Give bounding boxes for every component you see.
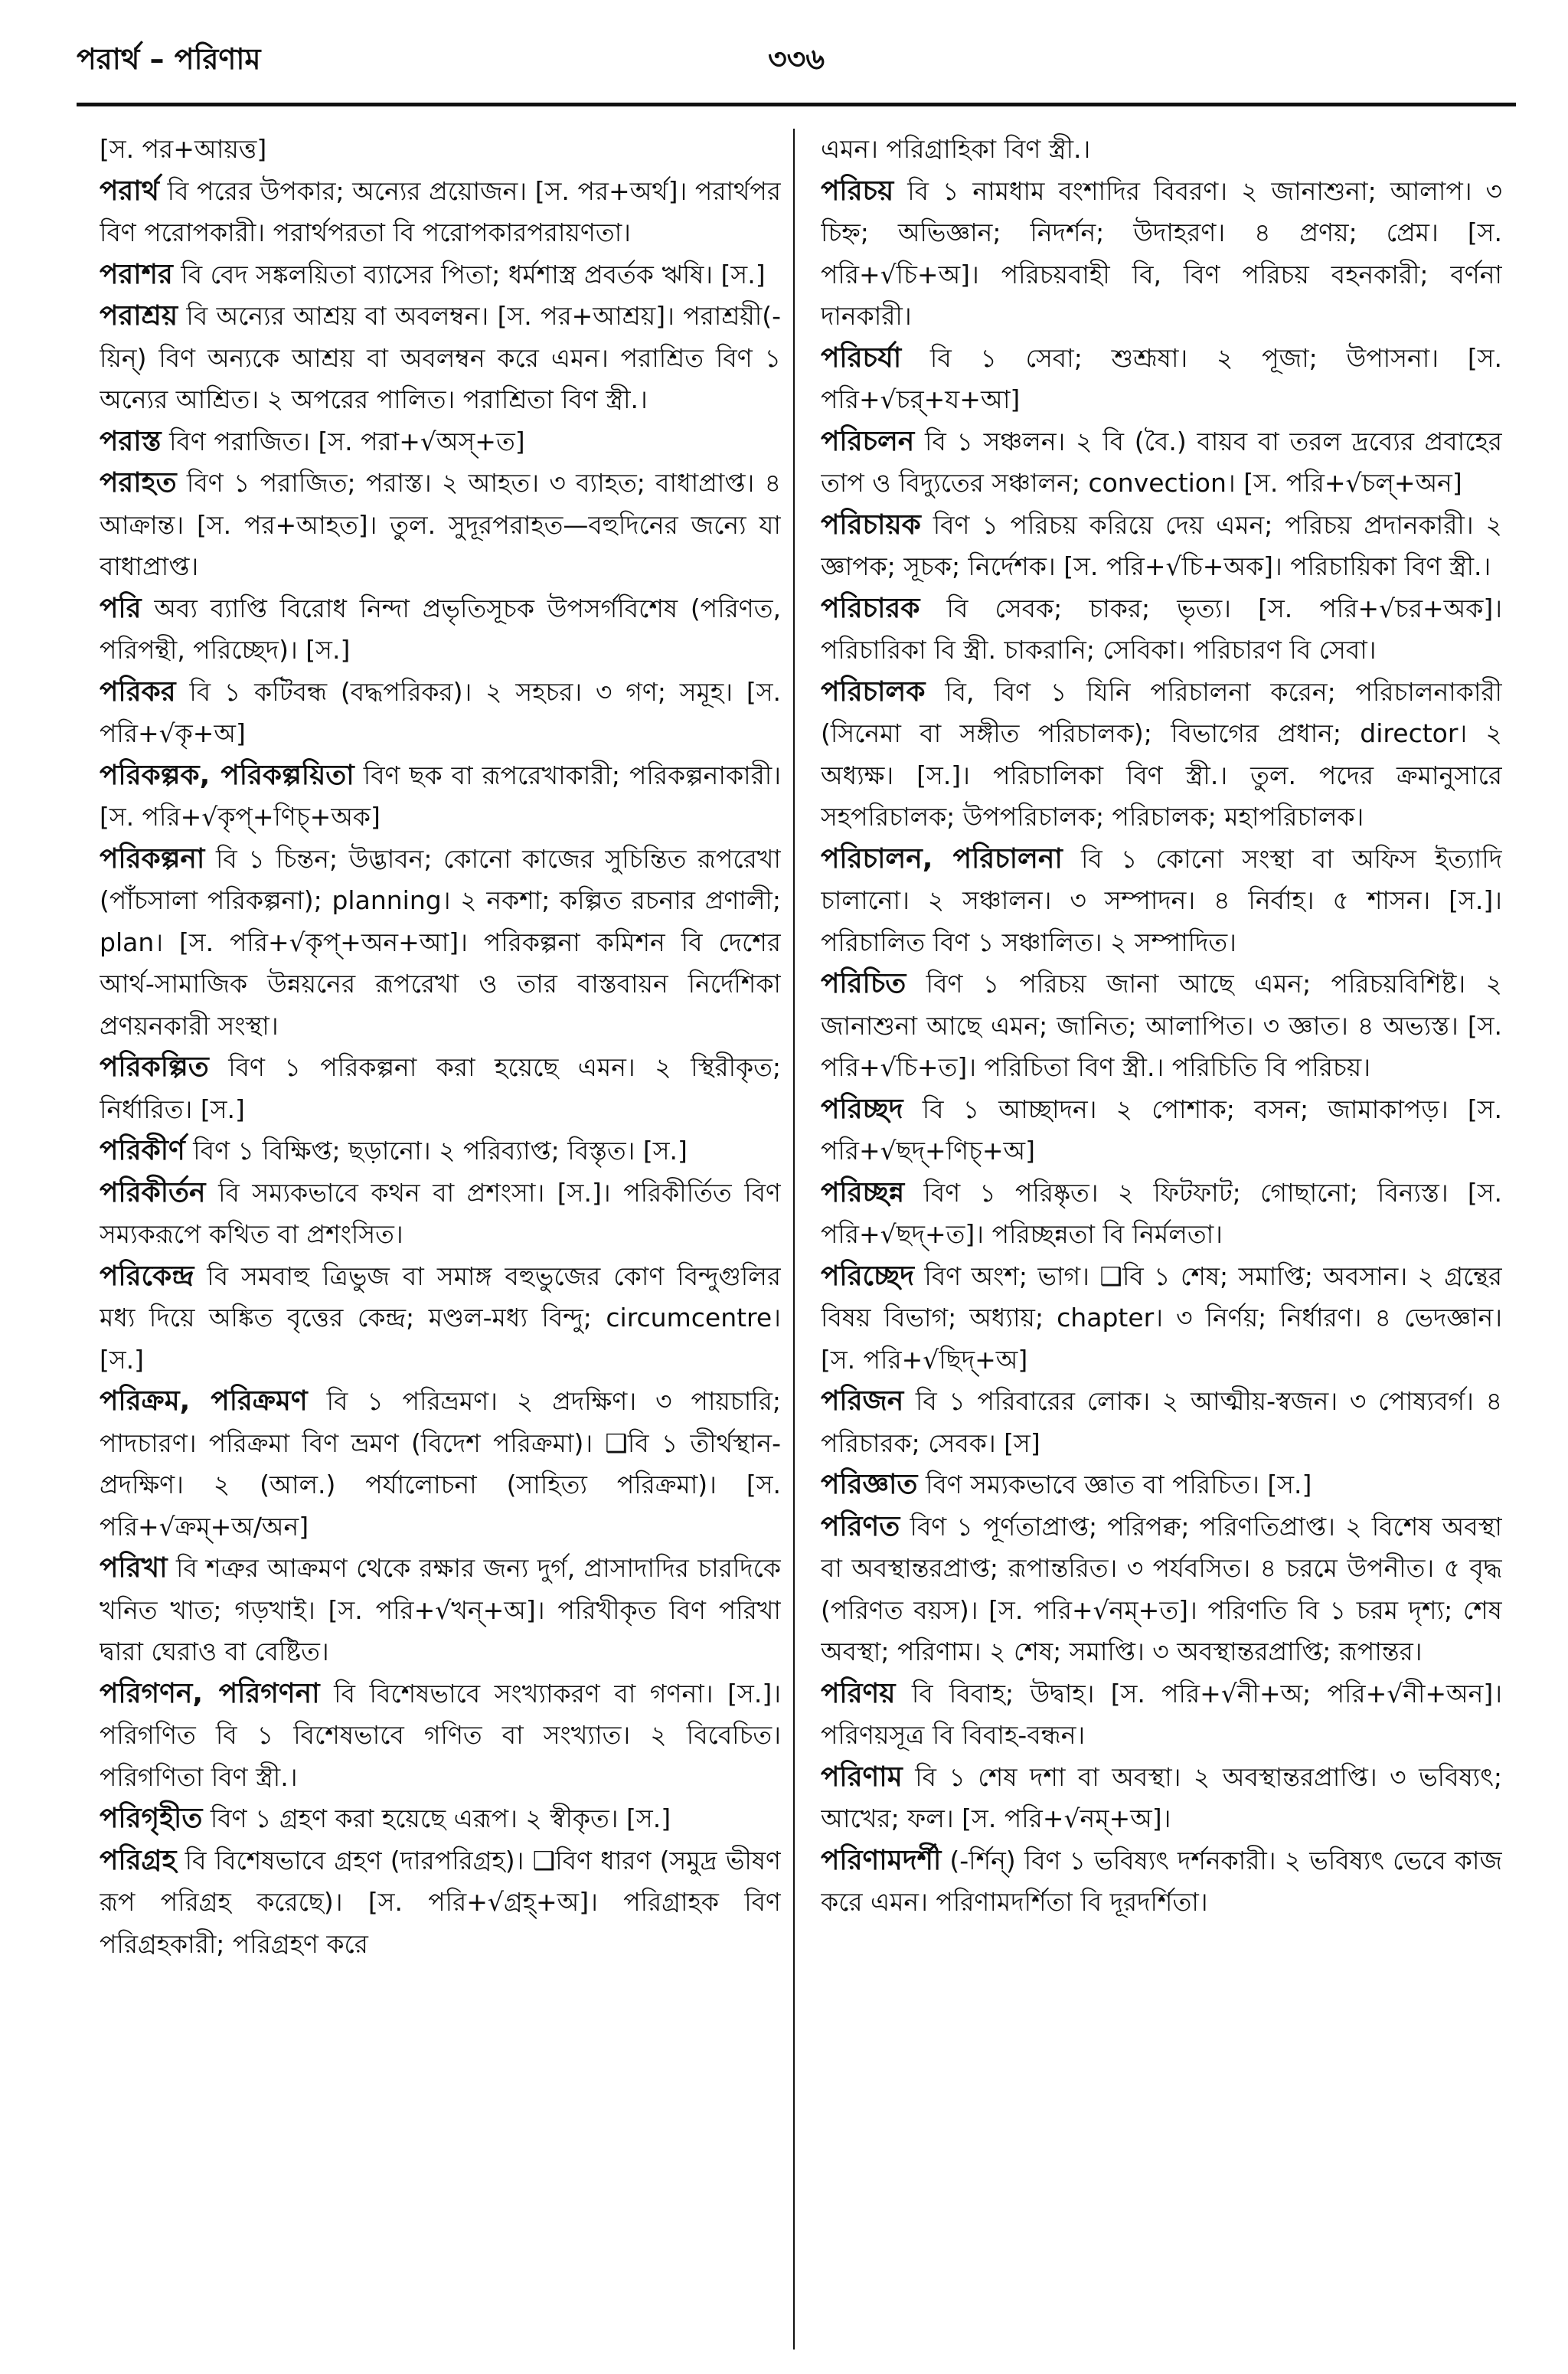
entry-definition: বি ১ পরিভ্রমণ। ২ প্রদক্ষিণ। ৩ পায়চারি; পাদচারণ। পরিক্রমা বিণ ভ্রমণ (বিদেশ পরিক্রমা)। ❑বি ১ তীর্থস্থান-প্রদক্ষিণ। ২ (আল.) পর্যালোচনা (সাহিত্য পরিক্রমা)। [স. পরি+√ক্রম্+অ/অন]: [100, 1386, 781, 1542]
headword: পরাশ্রয়: [100, 300, 178, 332]
dictionary-entry: [821, 338, 1502, 421]
entry-definition: বি সম্যকভাবে কথন বা প্রশংসা। [স.]। পরিকীর্তিত বিণ সম্যকরূপে কথিত বা প্রশংসিত।: [100, 1177, 781, 1249]
entry-definition: বিণ সম্যকভাবে জ্ঞাত বা পরিচিত। [স.]: [925, 1470, 1312, 1499]
headword: পরিক্রম, পরিক্রমণ: [100, 1385, 308, 1417]
dictionary-entry: [100, 1840, 781, 1966]
headword: পরিকীর্ণ: [100, 1135, 185, 1166]
entry-definition: বিণ ১ পরিচয় জানা আছে এমন; পরিচয়বিশিষ্ট। ২ জানাশুনা আছে এমন; জানিত; আলাপিত। ৩ জ্ঞাত। ৪ অভ্যস্ত। [স. পরি+√চি+ত]। পরিচিতা বিণ স্ত্রী.। পরিচিতি বি পরিচয়।: [821, 969, 1502, 1082]
entry-definition: বি বেদ সঙ্কলয়িতা ব্যাসের পিতা; ধর্মশাস্ত্র প্রবর্তক ঋষি। [স.]: [181, 259, 766, 289]
entry-definition: বি ১ শেষ দশা বা অবস্থা। ২ অবস্থান্তরপ্রাপ্তি। ৩ ভবিষ্যৎ; আখের; ফল। [স. পরি+√নম্+অ]।: [821, 1761, 1502, 1833]
dictionary-entry: [821, 1381, 1502, 1464]
headword: পরিচিত: [821, 968, 906, 999]
headword: পরিণাম: [821, 1761, 903, 1793]
entry-definition: বিণ ১ পরিষ্কৃত। ২ ফিটফাট; গোছানো; বিন্যস্ত। [স. পরি+√ছদ্+ত]। পরিচ্ছন্নতা বি নির্মলতা।: [821, 1177, 1502, 1249]
entry-definition: বি বিশেষভাবে সংখ্যাকরণ বা গণনা। [স.]। পরিগণিত বি ১ বিশেষভাবে গণিত বা সংখ্যাত। ২ বিবেচিত। পরিগণিতা বিণ স্ত্রী.।: [100, 1678, 781, 1792]
dictionary-entry: [821, 171, 1502, 338]
dictionary-entry: [821, 505, 1502, 588]
dictionary-entry: [100, 1548, 781, 1673]
left-column: [100, 129, 781, 2349]
dictionary-entry: [821, 839, 1502, 964]
dictionary-entry: [100, 129, 781, 171]
dictionary-entry: [821, 672, 1502, 839]
dictionary-entry: [100, 672, 781, 755]
dictionary-entry: [100, 421, 781, 463]
headword: পরিকীর্তন: [100, 1176, 206, 1208]
dictionary-entry: [821, 1673, 1502, 1757]
dictionary-entry: [821, 1757, 1502, 1840]
dictionary-entry: [100, 1172, 781, 1256]
dictionary-entry: [100, 1381, 781, 1548]
headword: পরাস্ত: [100, 425, 162, 457]
dictionary-entry: [821, 129, 1502, 171]
headword: পরিণত: [821, 1510, 900, 1542]
dictionary-entry: [821, 1256, 1502, 1382]
entry-definition: বিণ ছক বা রূপরেখাকারী; পরিকল্পনাকারী। [স. পরি+√কৃপ্+ণিচ্+অক]: [100, 760, 781, 832]
dictionary-entry: [821, 1840, 1502, 1924]
entry-definition: বিণ ১ পরিচয় করিয়ে দেয় এমন; পরিচয় প্রদানকারী। ২ জ্ঞাপক; সূচক; নির্দেশক। [স. পরি+√চি+অক]। পরিচায়িকা বিণ স্ত্রী.।: [821, 509, 1502, 581]
page-header: [77, 29, 1516, 98]
headword: পরিগণন, পরিগণনা: [100, 1677, 320, 1709]
dictionary-entry: [100, 839, 781, 1048]
page-number: ৩৩৬: [767, 42, 825, 76]
headword: পরিচ্ছদ: [821, 1093, 903, 1125]
dictionary-entry: [100, 1047, 781, 1130]
dictionary-entry: [100, 1256, 781, 1382]
dictionary-entry: [100, 254, 781, 296]
entry-definition: বি বিবাহ; উদ্বাহ। [স. পরি+√নী+অ; পরি+√নী+অন]। পরিণয়সূত্র বি বিবাহ-বন্ধন।: [821, 1678, 1502, 1750]
headword: পরাশর: [100, 258, 173, 290]
headword: পরিকেন্দ্র: [100, 1260, 194, 1292]
headword: পরি: [100, 592, 142, 624]
headword: পরাহত: [100, 467, 177, 499]
entry-definition: [স. পর+আয়ত্ত]: [100, 134, 267, 164]
dictionary-entry: [821, 1464, 1502, 1506]
headword: পরিণয়: [821, 1677, 896, 1709]
dictionary-entry: [100, 171, 781, 254]
headword: পরিচ্ছেদ: [821, 1260, 914, 1292]
headword: পরিকল্পিত: [100, 1051, 209, 1083]
headword: পরিচালক: [821, 675, 926, 708]
headword: পরিকর: [100, 675, 176, 708]
entry-definition: বি পরের উপকার; অন্যের প্রয়োজন। [স. পর+অর্থ]। পরার্থপর বিণ পরোপকারী। পরার্থপরতা বি পরোপকারপরায়ণতা।: [100, 175, 781, 247]
headword: পরিখা: [100, 1552, 168, 1584]
dictionary-entry: [821, 963, 1502, 1089]
entry-definition: বি ১ কটিবন্ধ (বদ্ধপরিকর)। ২ সহচর। ৩ গণ; সমূহ। [স. পরি+√কৃ+অ]: [100, 676, 781, 748]
entry-definition: বিণ অংশ; ভাগ। ❑বি ১ শেষ; সমাপ্তি; অবসান। ২ গ্রন্থের বিষয় বিভাগ; অধ্যায়; chapter। ৩ নির্ণয়; নির্ধারণ। ৪ ভেদজ্ঞান। [স. পরি+√ছিদ্+অ]: [821, 1261, 1502, 1375]
dictionary-entry: [100, 755, 781, 839]
headword: পরিচ্ছন্ন: [821, 1176, 905, 1208]
entry-definition: বি শত্রুর আক্রমণ থেকে রক্ষার জন্য দুর্গ, প্রাসাদাদির চারদিকে খনিত খাত; গড়খাই। [স. পরি+√খন্+অ]। পরিখীকৃত বিণ পরিখা দ্বারা ঘেরাও বা বেষ্টিত।: [100, 1553, 781, 1666]
entry-definition: বিণ পরাজিত। [স. পরা+√অস্+ত]: [169, 426, 525, 456]
headword: পরার্থ: [100, 175, 159, 207]
entry-definition: বিণ ১ গ্রহণ করা হয়েছে এরূপ। ২ স্বীকৃত। [স.]: [210, 1803, 671, 1833]
headword: পরিকল্পনা: [100, 842, 205, 875]
entry-definition: অব্য ব্যাপ্তি বিরোধ নিন্দা প্রভৃতিসূচক উপসর্গবিশেষ (পরিণত, পরিপন্থী, পরিচ্ছেদ)। [স.]: [100, 593, 781, 665]
guide-words: পরার্থ – পরিণাম: [77, 42, 261, 76]
entry-definition: বিণ ১ পূর্ণতাপ্রাপ্ত; পরিপক্ব; পরিণতিপ্রাপ্ত। ২ বিশেষ অবস্থা বা অবস্থান্তরপ্রাপ্ত; রূপান্তরিত। ৩ পর্যবসিত। ৪ চরমে উপনীত। ৫ বৃদ্ধ (পরিণত বয়স)। [স. পরি+√নম্+ত]। পরিণতি বি ১ চরম দৃশ্য; শেষ অবস্থা; পরিণাম। ২ শেষ; সমাপ্তি। ৩ অবস্থান্তরপ্রাপ্তি; রূপান্তর।: [821, 1511, 1502, 1666]
right-column: [821, 129, 1502, 2349]
entry-definition: (-র্শিন্) বিণ ১ ভবিষ্যৎ দর্শনকারী। ২ ভবিষ্যৎ ভেবে কাজ করে এমন। পরিণামদর্শিতা বি দূরদর্শিতা।: [821, 1845, 1502, 1917]
entry-definition: বি ১ কোনো সংস্থা বা অফিস ইত্যাদি চালানো। ২ সঞ্চালন। ৩ সম্পাদন। ৪ নির্বাহ। ৫ শাসন। [স.]। পরিচালিত বিণ ১ সঞ্চালিত। ২ সম্পাদিত।: [821, 843, 1502, 957]
entry-definition: বিণ ১ পরিকল্পনা করা হয়েছে এমন। ২ স্থিরীকৃত; নির্ধারিত। [স.]: [100, 1052, 781, 1124]
headword: পরিচারক: [821, 592, 920, 624]
entry-definition: বি ১ চিন্তন; উদ্ভাবন; কোনো কাজের সুচিন্তিত রূপরেখা (পাঁচসালা পরিকল্পনা); planning। ২ নকশা; কল্পিত রচনার প্রণালী; plan। [স. পরি+√কৃপ্+অন+আ]। পরিকল্পনা কমিশন বি দেশের আর্থ-সামাজিক উন্নয়নের রূপরেখা ও তার বাস্তবায়ন নির্দেশিকা প্রণয়নকারী সংস্থা।: [100, 843, 781, 1041]
headword: পরিচয়: [821, 175, 894, 207]
dictionary-entry: [100, 296, 781, 421]
dictionary-entry: [100, 1130, 781, 1172]
headword: পরিগৃহীত: [100, 1803, 203, 1834]
headword: পরিণামদর্শী: [821, 1844, 942, 1876]
headword: পরিজন: [821, 1385, 904, 1417]
dictionary-entry: [100, 588, 781, 672]
headword: পরিচায়ক: [821, 508, 921, 541]
dictionary-entry: [100, 1798, 781, 1840]
headword: পরিচালন, পরিচালনা: [821, 842, 1063, 875]
entry-definition: বি বিশেষভাবে গ্রহণ (দারপরিগ্রহ)। ❑বিণ ধারণ (সমুদ্র ভীষণ রূপ পরিগ্রহ করেছে)। [স. পরি+√গ্রহ্+অ]। পরিগ্রাহক বিণ পরিগ্রহকারী; পরিগ্রহণ করে: [100, 1845, 781, 1959]
column-divider: [793, 129, 795, 2349]
headword: পরিগ্রহ: [100, 1844, 177, 1876]
dictionary-entry: [821, 1506, 1502, 1673]
dictionary-entry: [821, 588, 1502, 672]
header-rule: [77, 103, 1516, 106]
dictionary-entry: [100, 1673, 781, 1799]
headword: পরিচর্যা: [821, 342, 902, 374]
entry-definition: এমন। পরিগ্রাহিকা বিণ স্ত্রী.।: [821, 134, 1091, 164]
headword: পরিজ্ঞাত: [821, 1469, 918, 1500]
dictionary-entry: [821, 1089, 1502, 1172]
entry-definition: বি ১ নামধাম বংশাদির বিবরণ। ২ জানাশুনা; আলাপ। ৩ চিহ্ন; অভিজ্ঞান; নিদর্শন; উদাহরণ। ৪ প্রণয়; প্রেম। [স. পরি+√চি+অ]। পরিচয়বাহী বি, বিণ পরিচয় বহনকারী; বর্ণনা দানকারী।: [821, 175, 1502, 331]
dictionary-entry: [821, 421, 1502, 505]
dictionary-entry: [100, 463, 781, 588]
entry-definition: বি অন্যের আশ্রয় বা অবলম্বন। [স. পর+আশ্রয়]। পরাশ্রয়ী(-য়িন্) বিণ অন্যকে আশ্রয় বা অবলম্বন করে এমন। পরাশ্রিত বিণ ১ অন্যের আশ্রিত। ২ অপরের পালিত। পরাশ্রিতা বিণ স্ত্রী.।: [100, 301, 781, 414]
entry-definition: বি ১ আচ্ছাদন। ২ পোশাক; বসন; জামাকাপড়। [স. পরি+√ছদ্+ণিচ্+অ]: [821, 1094, 1502, 1166]
entry-definition: বি ১ সেবা; শুশ্রূষা। ২ পূজা; উপাসনা। [স. পরি+√চর্+য+আ]: [821, 342, 1502, 414]
entry-definition: বি সমবাহু ত্রিভুজ বা সমাঙ্গ বহুভুজের কোণ বিন্দুগুলির মধ্য দিয়ে অঙ্কিত বৃত্তের কেন্দ্র; মণ্ডল-মধ্য বিন্দু; circumcentre। [স.]: [100, 1261, 781, 1375]
headword: পরিকল্পক, পরিকল্পয়িতা: [100, 759, 354, 791]
entry-definition: বি, বিণ ১ যিনি পরিচালনা করেন; পরিচালনাকারী (সিনেমা বা সঙ্গীত পরিচালক); বিভাগের প্রধান; director। ২ অধ্যক্ষ। [স.]। পরিচালিকা বিণ স্ত্রী.। তুল. পদের ক্রমানুসারে সহপরিচালক; উপপরিচালক; পরিচালক; মহাপরিচালক।: [821, 676, 1502, 832]
entry-definition: বি ১ সঞ্চলন। ২ বি (বৈ.) বায়ব বা তরল দ্রব্যের প্রবাহের তাপ ও বিদ্যুতের সঞ্চালন; convection। [স. পরি+√চল্+অন]: [821, 426, 1502, 498]
dictionary-entry: [821, 1172, 1502, 1256]
entry-definition: বি সেবক; চাকর; ভৃত্য। [স. পরি+√চর+অক]। পরিচারিকা বি স্ত্রী. চাকরানি; সেবিকা। পরিচারণ বি সেবা।: [821, 593, 1502, 665]
entry-definition: বিণ ১ পরাজিত; পরাস্ত। ২ আহত। ৩ ব্যাহত; বাধাপ্রাপ্ত। ৪ আক্রান্ত। [স. পর+আহত]। তুল. সুদূরপরাহত—বহুদিনের জন্যে যা বাধাপ্রাপ্ত।: [100, 468, 781, 581]
entry-definition: বিণ ১ বিক্ষিপ্ত; ছড়ানো। ২ পরিব্যাপ্ত; বিস্তৃত। [স.]: [193, 1136, 688, 1166]
headword: পরিচলন: [821, 425, 915, 457]
entry-definition: বি ১ পরিবারের লোক। ২ আত্মীয়-স্বজন। ৩ পোষ্যবর্গ। ৪ পরিচারক; সেবক। [স]: [821, 1386, 1502, 1458]
